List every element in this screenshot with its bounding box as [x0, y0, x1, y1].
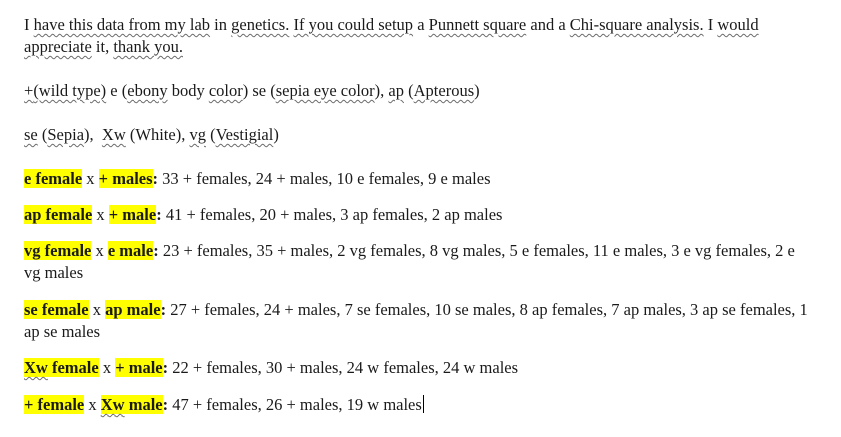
- cross-symbol: x: [91, 241, 108, 260]
- cross-symbol: x: [88, 300, 106, 319]
- spelling-flag: thank you.: [113, 37, 183, 56]
- colon: :: [160, 300, 167, 319]
- spelling-flag: color: [208, 81, 243, 100]
- legend-text: (: [37, 125, 48, 144]
- colon: :: [153, 241, 159, 260]
- spelling-flag: vg: [189, 125, 206, 144]
- spelling-flag: Vestigial: [215, 125, 274, 144]
- male-parent-label: ap male: [105, 300, 161, 319]
- spelling-flag: would appreciate: [24, 15, 759, 56]
- legend-text: (: [404, 81, 414, 100]
- spelling-flag: Apterous: [413, 81, 475, 100]
- spelling-flag: Xw: [24, 358, 48, 377]
- colon: :: [162, 358, 169, 377]
- male-parent-label: + males: [98, 169, 153, 188]
- intro-paragraph: [24, 14, 814, 58]
- male-parent-text: male: [124, 395, 163, 414]
- legend-text: body: [167, 81, 209, 100]
- spelling-flag: Chi-square analysis.: [569, 15, 704, 34]
- intro-text: and a: [526, 15, 570, 34]
- male-parent-label: e male: [107, 241, 154, 260]
- spelling-flag: ap: [388, 81, 404, 100]
- offspring-counts: 22 + females, 30 + males, 24 w females, 24 w males: [168, 358, 519, 377]
- intro-text: I: [24, 15, 30, 34]
- female-parent-label: e female: [24, 169, 83, 188]
- colon: :: [162, 395, 169, 414]
- legend-text: ): [273, 125, 279, 144]
- colon: :: [156, 205, 162, 224]
- intro-text: I: [703, 15, 718, 34]
- spelling-flag: Xw: [100, 395, 125, 414]
- legend-text: ),: [84, 125, 102, 144]
- male-parent-label: + male: [108, 205, 157, 224]
- spelling-flag: +: [24, 81, 34, 100]
- cross-result-line: [24, 168, 814, 190]
- female-parent-label: [24, 358, 99, 377]
- spelling-flag: sepia eye color: [275, 81, 375, 100]
- legend-text: (: [205, 125, 216, 144]
- cross-result-line: [24, 394, 814, 416]
- offspring-counts: 27 + females, 24 + males, 7 se females, 10 se males, 8 ap females, 7 ap males, 3 ap se females, 1 ap se males: [24, 300, 808, 341]
- intro-text: in: [210, 15, 232, 34]
- spelling-flag: (wild type): [33, 81, 107, 100]
- cross-result-line: [24, 299, 814, 343]
- spelling-flag: Xw: [101, 125, 126, 144]
- intro-text: it,: [91, 37, 114, 56]
- offspring-counts: 47 + females, 26 + males, 19 w males: [168, 395, 422, 414]
- female-parent-text: female: [47, 358, 99, 377]
- female-parent-label: + female: [24, 395, 85, 414]
- spelling-flag: If you could setup: [293, 15, 414, 34]
- cross-symbol: x: [92, 205, 109, 224]
- allele-legend-2: [24, 124, 814, 146]
- female-parent-label: se female: [24, 300, 89, 319]
- legend-text: ): [474, 81, 480, 100]
- spelling-flag: Sepia: [47, 125, 85, 144]
- intro-text: a: [413, 15, 429, 34]
- legend-text: e (: [106, 81, 128, 100]
- spelling-flag: have this data from my lab: [33, 15, 211, 34]
- offspring-counts: 41 + females, 20 + males, 3 ap females, 2 ap males: [161, 205, 503, 224]
- cross-result-line: [24, 204, 814, 226]
- spelling-flag: ebony: [127, 81, 168, 100]
- offspring-counts: 23 + females, 35 + males, 2 vg females, 8 vg males, 5 e females, 11 e males, 3 e vg females, 2 e vg males: [24, 241, 795, 282]
- allele-legend-1: [24, 80, 814, 102]
- cross-symbol: x: [98, 358, 116, 377]
- offspring-counts: 33 + females, 24 + males, 10 e females, 9 e males: [158, 169, 491, 188]
- legend-text: (White),: [125, 125, 190, 144]
- colon: :: [152, 169, 159, 188]
- cross-symbol: x: [84, 395, 101, 414]
- cross-result-line: [24, 240, 814, 284]
- male-parent-label: + male: [115, 358, 163, 377]
- legend-text: ) se (: [242, 81, 276, 100]
- cross-result-line: [24, 357, 814, 379]
- legend-text: ),: [374, 81, 389, 100]
- female-parent-label: vg female: [24, 241, 92, 260]
- cross-symbol: x: [82, 169, 99, 188]
- spelling-flag: Punnett square: [428, 15, 527, 34]
- text-cursor: [423, 395, 424, 413]
- female-parent-label: ap female: [24, 205, 93, 224]
- male-parent-label: [101, 395, 163, 414]
- spelling-flag: se: [24, 125, 38, 144]
- spelling-flag: genetics.: [231, 15, 290, 34]
